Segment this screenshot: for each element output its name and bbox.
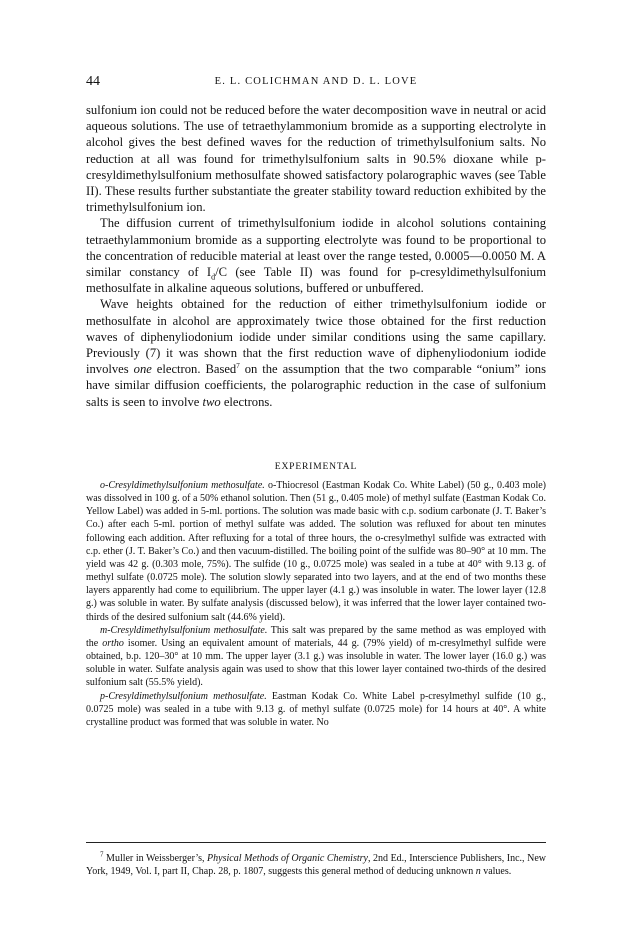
running-head-authors: E. L. COLICHMAN AND D. L. LOVE <box>214 76 418 87</box>
experimental-para: p-Cresyldimethylsulfonium methosulfate. Eastman Kodak Co. White Label p-cresylmethyl sulfide (10 g., 0.0725 mole) was sealed in a tube with 9.13 g. of methyl sulfate (0.0725 mole) for 14 hours at 40°. A white crystalline product was formed that was soluble in water. No <box>86 690 546 728</box>
footnote-divider <box>86 842 546 843</box>
paragraph-3: Wave heights obtained for the reduction of either trimethylsulfonium iodide or methosulfate in alcohol are approximately twice those obtained for the first reduction waves of diphenyliodonium iodide under similar conditions using the same capillary. Previously (7) it was shown that the first reduction wave of diphenyliodonium iodide involves one electron. Based$^7$ on the assumption that the two comparable “onium” ions have similar diffusion coefficients, the polarographic reduction in the case of sulfonium salts is seen to involve two electrons. <box>86 297 546 409</box>
footnote <box>86 852 546 879</box>
experimental-ortho: o-Cresyldimethylsulfonium methosulfate. o-Thiocresol (Eastman Kodak Co. White Label) (50 g., 0.403 mole) was dissolved in 100 g. of a 50% ethanol solution. Then (51 g., 0.405 mole) of methyl sulfate (Eastman Kodak Co. Yellow Label) was added in 5-ml. portions. The solution was made basic with c.p. sodium carbonate (J. T. Baker’s Co.) after each 5-ml. portion of methyl sulfate was added. The solution was refluxed for about ten minutes following each addition. After refluxing for a total of three hours, the o-cresylmethyl sulfide was extracted with c.p. ether (J. T. Baker’s Co.) and then vacuum-distilled. The boiling point of the sulfide was 80–90° at 10 mm. The yield was 42 g. (0.303 mole, 75%). The sulfide (10 g., 0.0725 mole) was sealed in a tube at 40° with 9.13 g. of methyl sulfate (0.0725 mole). The solution slowly separated into two layers, and at the end of two months these layers apparently had come to equilibrium. The upper layer (4.1 g.) was insoluble in water. The lower layer (12.8 g.) was soluble in water. By sulfate analysis (discussed below), it was inferred that the lower layer contained two-thirds of the desired sulfonium salt (44.6% yield). <box>86 480 546 623</box>
experimental-text <box>86 479 546 729</box>
section-heading-experimental: EXPERIMENTAL <box>274 461 358 472</box>
paragraph-2: The diffusion current of trimethylsulfonium iodide in alcohol solutions containing tetraethylammonium bromide as a supporting electrolyte was found to be proportional to the concentration of reducible material at least over the range tested, 0.0005—0.0050 M. A similar constancy of $I_d/C$ (see Table II) was found for p-cresyldimethylsulfonium methosulfate in alkaline aqueous solutions, buffered or unbuffered. <box>86 216 547 296</box>
main-text <box>86 102 546 410</box>
footnote-ref: 7 <box>236 362 240 371</box>
footnote-7: $^7$ Muller in Weissberger’s, Physical Methods of Organic Chemistry, 2nd Ed., Interscience Publishers, Inc., New York, 1949, Vol. I, part II, Chap. 28, p. 1807, suggests this general method of deducing unknown n values. <box>86 850 546 878</box>
experimental-meta: m-Cresyldimethylsulfonium methosulfate. This salt was prepared by the same method as was employed with the ortho isomer. Using an equivalent amount of materials, 44 g. (79% yield) of m-cresylmethyl sulfide were obtained, b.p. 120–30° at 10 mm. The upper layer (3.1 g.) was insoluble in water. The lower layer (16.0 g.) was soluble in water. Sulfate analysis again was used to show that this lower layer contained two-thirds of the desired sulfonium salt (55.5% yield). <box>86 624 546 689</box>
paragraph-1: sulfonium ion could not be reduced before the water decomposition wave in neutral or acid aqueous solutions. The use of tetraethylammonium bromide as a supporting electrolyte in alcohol gives the best defined waves for the reduction of trimethylsulfonium salts. No reduction at all was found for trimethylsulfonium salts in 90.5% dioxane while p-cresyldimethylsulfonium methosulfate showed satisfactory polarographic waves (see Table II). These results further substantiate the greater stability toward reduction exhibited by the trimethylsulfonium ion. <box>86 103 546 215</box>
running-header <box>86 74 546 92</box>
page-number: 44 <box>86 74 100 89</box>
